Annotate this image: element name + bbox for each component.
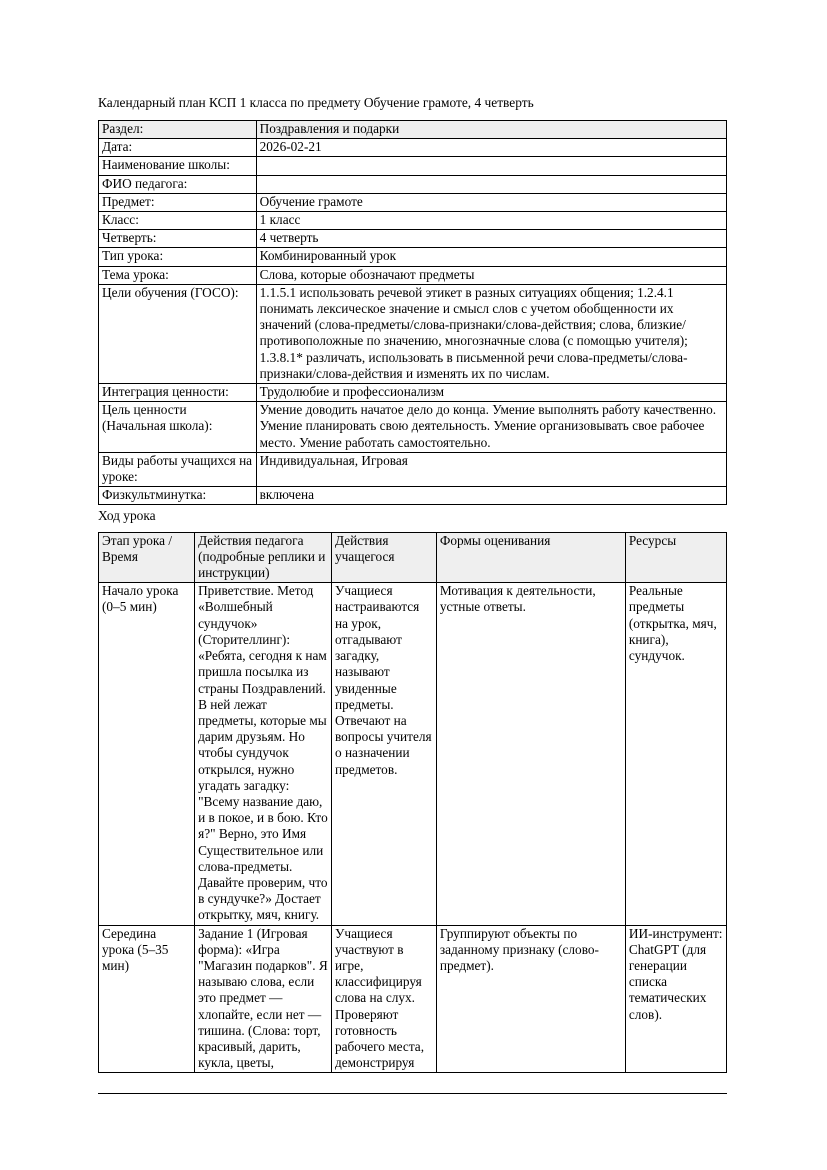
info-row-date (99, 139, 727, 157)
lesson-course-heading: Ход урока (98, 508, 156, 524)
info-label: Тема урока: (99, 266, 257, 284)
info-label: Класс: (99, 212, 257, 230)
document-content (98, 94, 727, 1094)
lesson-col-header-teacher-actions: Действия педагога (подробные реплики и инструкции) (195, 532, 332, 583)
lesson-col-header-resources: Ресурсы (625, 532, 726, 583)
info-row-values-integration (99, 384, 727, 402)
student-actions-cell: Учащиеся участвуют в игре, классифицируя слова на слух. Проверяют готовность рабочего места, демонстрируя (331, 925, 436, 1073)
info-value: Комбинированный урок (256, 248, 726, 266)
info-row-learning-goals (99, 284, 727, 383)
assessment-cell: Мотивация к деятельности, устные ответы. (436, 583, 625, 925)
lesson-table-clip (98, 532, 727, 1094)
lesson-col-header-assessment: Формы оценивания (436, 532, 625, 583)
info-label: Цели обучения (ГОСО): (99, 284, 257, 383)
lesson-col-header-student-actions: Действия учащегося (331, 532, 436, 583)
info-row-lesson-topic (99, 266, 727, 284)
info-row-subject (99, 193, 727, 211)
info-value: Умение доводить начатое дело до конца. Умение выполнять работу качественно. Умение планировать свою деятельность. Умение организовывать свое рабочее место. Умение работать самостоятельно. (256, 402, 726, 453)
info-row-section (99, 121, 727, 139)
lesson-row-start (99, 583, 727, 925)
info-row-grade (99, 212, 727, 230)
info-row-work-types (99, 452, 727, 486)
lesson-plan-table (98, 532, 727, 1074)
info-label: Физкультминутка: (99, 487, 257, 505)
lesson-info-table (98, 120, 727, 505)
info-label: Наименование школы: (99, 157, 257, 175)
info-label: Интеграция ценности: (99, 384, 257, 402)
info-row-value-goal (99, 402, 727, 453)
info-row-school (99, 157, 727, 175)
info-label: Раздел: (99, 121, 257, 139)
stage-cell: Середина урока (5–35 мин) (99, 925, 195, 1073)
info-label: ФИО педагога: (99, 175, 257, 193)
info-label: Предмет: (99, 193, 257, 211)
student-actions-cell: Учащиеся настраиваются на урок, отгадывают загадку, называют увиденные предметы. Отвечают на вопросы учителя о назначении предметов. (331, 583, 436, 925)
info-row-physical-break (99, 487, 727, 505)
info-value: Слова, которые обозначают предметы (256, 266, 726, 284)
info-value: включена (256, 487, 726, 505)
info-row-lesson-type (99, 248, 727, 266)
info-label: Тип урока: (99, 248, 257, 266)
info-value: 2026-02-21 (256, 139, 726, 157)
document-title: Календарный план КСП 1 класса по предмету Обучение грамоте, 4 четверть (98, 95, 534, 110)
info-label: Цель ценности (Начальная школа): (99, 402, 257, 453)
info-value: Трудолюбие и профессионализм (256, 384, 726, 402)
lesson-row-middle (99, 925, 727, 1073)
lesson-header-row (99, 532, 727, 583)
stage-cell: Начало урока (0–5 мин) (99, 583, 195, 925)
resources-cell: Реальные предметы (открытка, мяч, книга), сундучок. (625, 583, 726, 925)
info-value: Обучение грамоте (256, 193, 726, 211)
info-value: 1 класс (256, 212, 726, 230)
resources-cell: ИИ-инструмент: ChatGPT (для генерации списка тематических слов). (625, 925, 726, 1073)
info-row-quarter (99, 230, 727, 248)
info-row-teacher-name (99, 175, 727, 193)
info-value: 1.1.5.1 использовать речевой этикет в разных ситуациях общения; 1.2.4.1 понимать лексическое значение и смысл слов с учетом обобщенности их значений (слова-предметы/слова-признаки/слова-действия; слова, близкие/противоположные по значению, многозначные слова (с помощью учителя); 1.3.8.1* различать, использовать в письменной речи слова-предметы/слова-признаки/слова-действия и изменять их по числам. (256, 284, 726, 383)
assessment-cell: Группируют объекты по заданному признаку (слово-предмет). (436, 925, 625, 1073)
info-value: Индивидуальная, Игровая (256, 452, 726, 486)
info-label: Виды работы учащихся на уроке: (99, 452, 257, 486)
info-value (256, 175, 726, 193)
info-value: 4 четверть (256, 230, 726, 248)
info-label: Дата: (99, 139, 257, 157)
info-value (256, 157, 726, 175)
info-label: Четверть: (99, 230, 257, 248)
info-value: Поздравления и подарки (256, 121, 726, 139)
teacher-actions-cell: Задание 1 (Игровая форма): «Игра "Магазин подарков". Я называю слова, если это предмет — хлопайте, если нет — тишина. (Слова: торт, красивый, дарить, кукла, цветы, (195, 925, 332, 1073)
lesson-col-header-stage: Этап урока / Время (99, 532, 195, 583)
teacher-actions-cell: Приветствие. Метод «Волшебный сундучок» (Сторителлинг): «Ребята, сегодня к нам пришла посылка из страны Поздравлений. В ней лежат предметы, которые мы дарим друзьям. Но чтобы сундучок открылся, нужно угадать загадку: "Всему название даю, и в покое, и в бою. Кто я?" Верно, это Имя Существительное или слова-предметы. Давайте проверим, что в сундучке?» Достает открытку, мяч, книгу. (195, 583, 332, 925)
